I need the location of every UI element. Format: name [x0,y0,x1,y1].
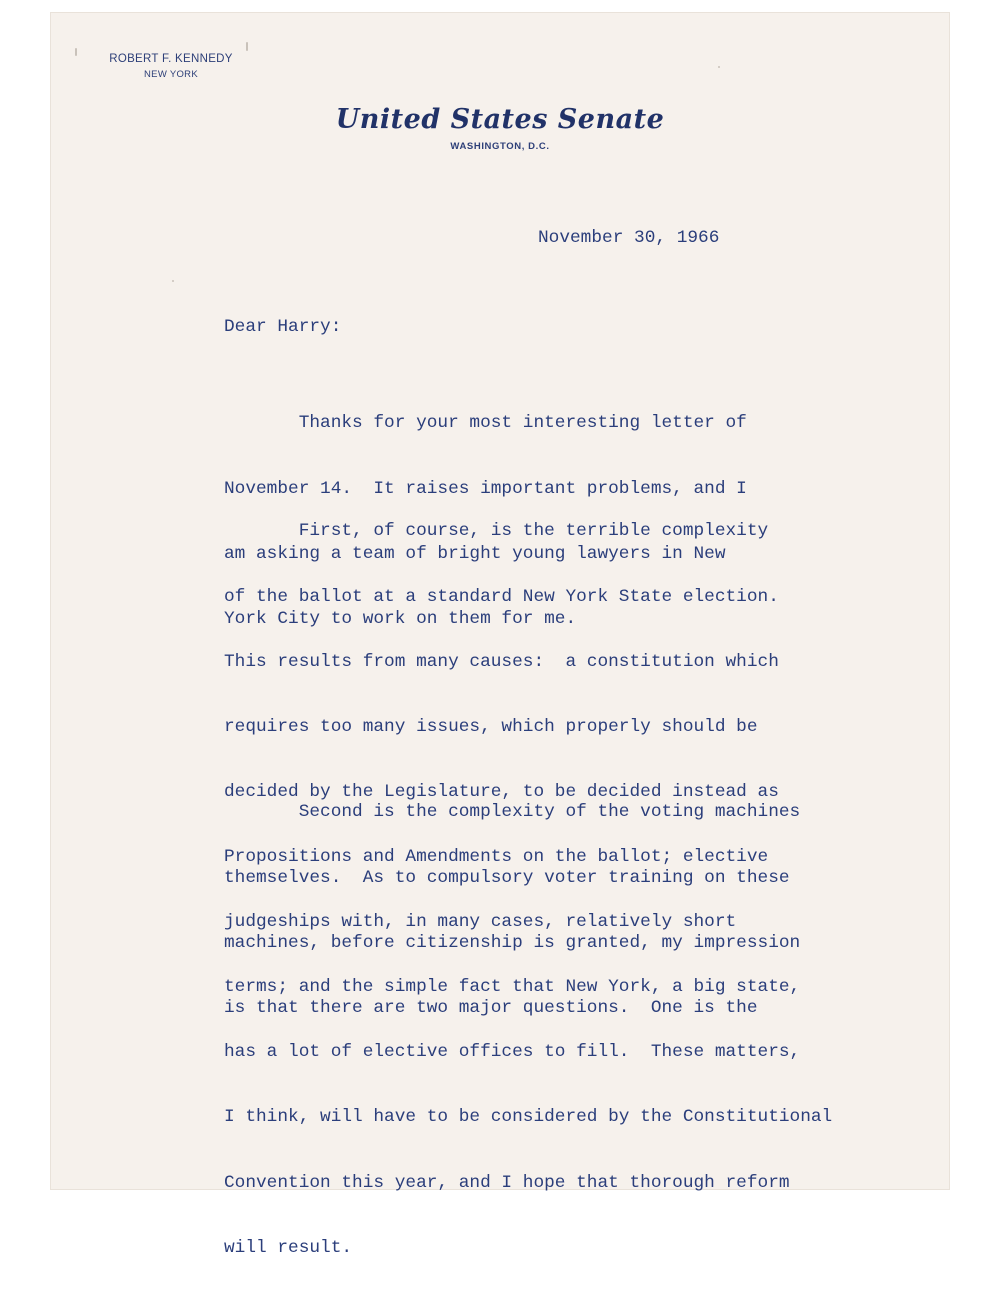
paragraph-line: Thanks for your most interesting letter of [224,413,747,434]
paper-mark [75,48,77,56]
paragraph-line: terms; and the simple fact that New York, a big state, [224,977,801,998]
paragraph [224,759,800,1063]
sender-block [96,52,246,82]
paragraph-line: Convention this year, and I hope that thorough reform [224,1172,790,1193]
sender-name: ROBERT F. KENNEDY [109,53,233,65]
paragraph-line: am asking a team of bright young lawyers in New [224,543,726,564]
paragraph-line: Propositions and Amendments on the ballot; elective [224,846,769,867]
paragraph-line: This results from many causes: a constitution which [224,651,779,672]
paragraph-line: is that there are two major questions. One is the [224,997,758,1018]
paragraph-line: York City to work on them for me. [224,608,577,629]
paragraph-line: Second is the complexity of the voting machines [224,802,801,823]
paragraph-line: November 14. It raises important problems, and I [224,478,747,499]
paragraph-line: of the ballot at a standard New York State election. [224,586,779,607]
sender-state: NEW YORK [144,69,198,80]
salutation: Dear Harry: [224,317,342,337]
paragraph-line: judgeships with, in many cases, relatively short [224,912,737,933]
letterhead-city: WASHINGTON, D.C. [450,141,550,152]
paragraph-line: has a lot of elective offices to fill. These matters, [224,1042,801,1063]
letterhead [50,104,950,152]
paper-mark [172,280,174,282]
paragraph-line: requires too many issues, which properly should be [224,716,758,737]
paragraph-line: will result. [224,1237,353,1258]
paper-mark [246,42,248,51]
letter-date: November 30, 1966 [538,228,720,248]
paper-mark [718,66,720,68]
letter-page [50,12,950,1258]
paragraph-line: decided by the Legislature, to be decided instead as [224,781,779,802]
paragraph-line: machines, before citizenship is granted, my impression [224,932,801,953]
paragraph-line: I think, will have to be considered by the Constitutional [224,1107,833,1128]
letterhead-title: United States Senate [335,104,665,135]
paragraph-line: First, of course, is the terrible complexity [224,521,769,542]
paragraph-line: themselves. As to compulsory voter training on these [224,867,790,888]
